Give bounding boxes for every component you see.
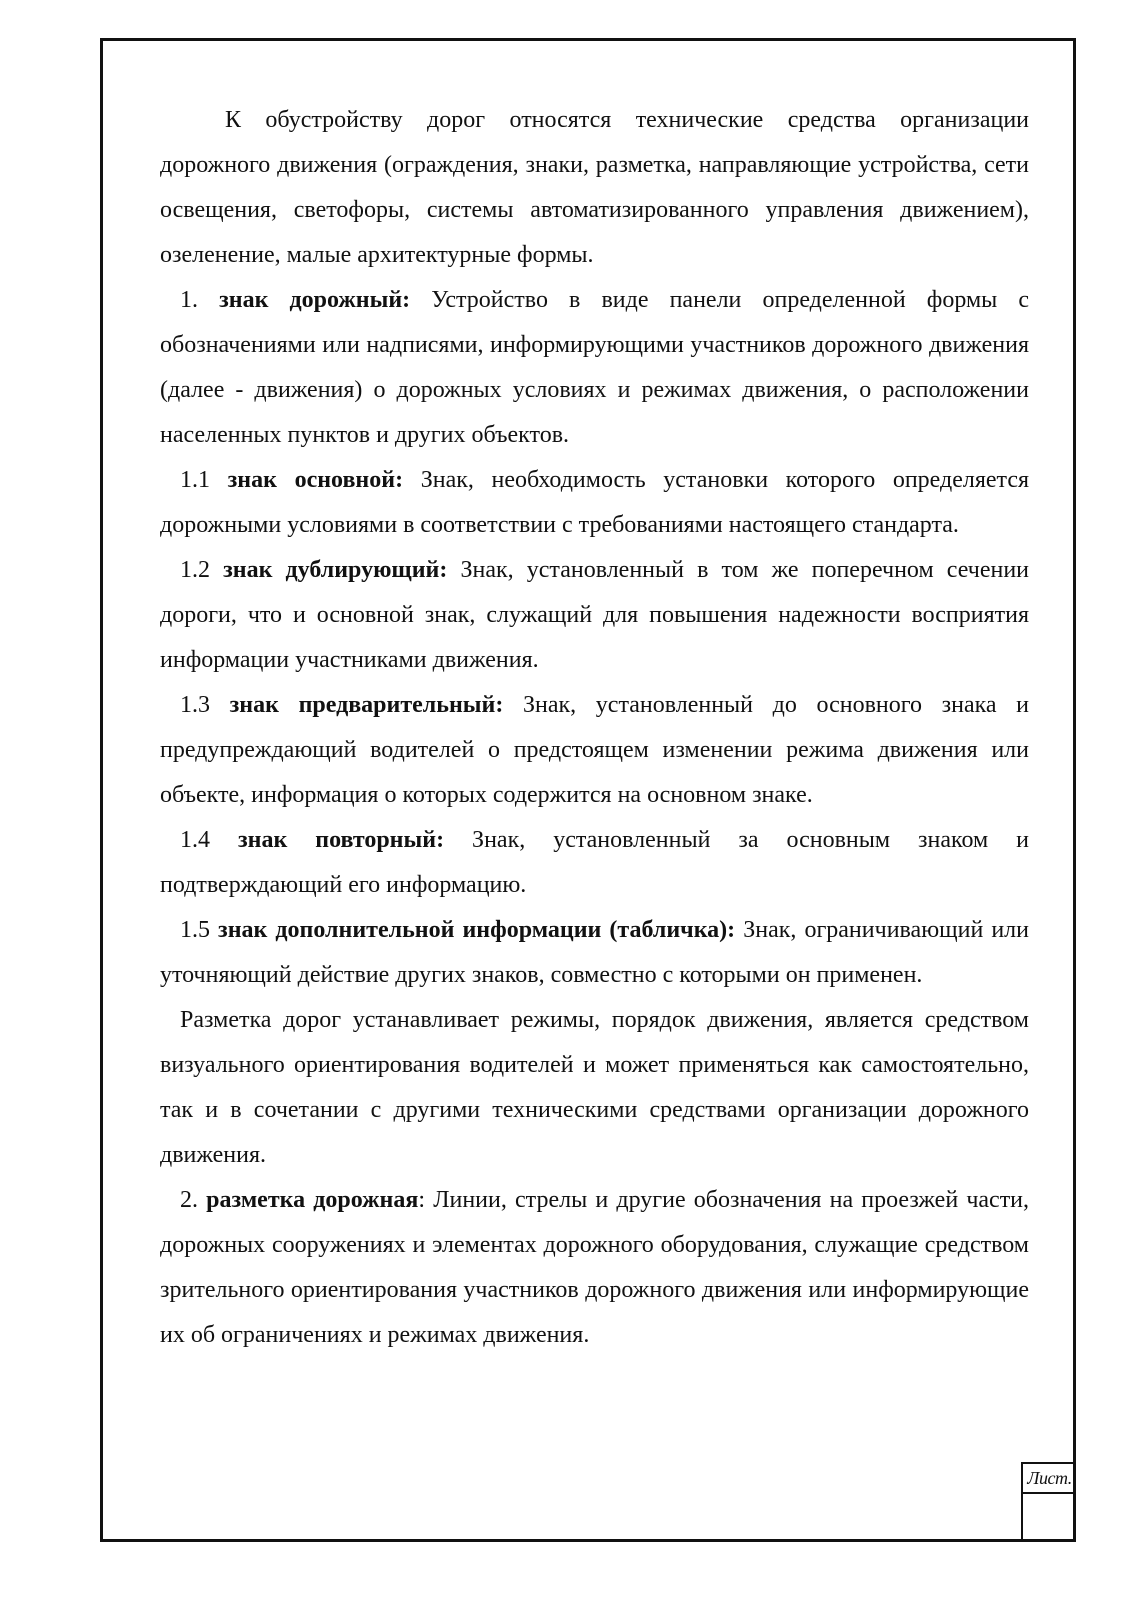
term-separator [410, 287, 431, 313]
definition-text: Знак, установленный за основным знаком и подтверждающий его информацию. [160, 827, 1030, 898]
paragraph-definition-duplicate-sign [160, 548, 1029, 683]
item-number: 1.1 [180, 467, 228, 493]
defined-term: знак повторный: [237, 827, 445, 853]
paragraph-definition-road-sign [160, 278, 1029, 458]
term-separator [735, 917, 743, 943]
paragraph-definition-advance-sign [160, 683, 1029, 818]
item-number: 1.5 [180, 917, 219, 943]
defined-term: знак дополнительной информации (табличка): [218, 917, 736, 943]
item-number: 1. [180, 287, 220, 313]
paragraph-definition-main-sign [160, 458, 1029, 548]
item-number: 2. [180, 1187, 207, 1213]
paragraph-text: Разметка дорог устанавливает режимы, порядок движения, является средством визуального ориентирования водителей и может применяться как самостоятельно, так и в сочетании с другими техническими средствами организации дорожного движения. [160, 1007, 1029, 1168]
paragraph-intro [160, 98, 1029, 278]
defined-term: знак дорожный: [219, 287, 411, 313]
definition-text: Знак, установленный в том же поперечном сечении дороги, что и основной знак, служащий для повышения надежности восприятия информации участниками движения. [160, 557, 1030, 673]
definition-text: Знак, установленный до основного знака и предупреждающий водителей о предстоящем изменении режима движения или объекте, информация о которых содержится на основном знаке. [160, 692, 1030, 808]
sheet-number [1023, 1494, 1076, 1542]
definition-text: Знак, ограничивающий или уточняющий действие других знаков, совместно с которыми он применен. [160, 917, 1030, 988]
term-separator: : [418, 1187, 434, 1213]
sheet-stamp [1021, 1462, 1076, 1542]
document-body [160, 98, 1029, 1358]
term-separator [447, 557, 460, 583]
item-number: 1.4 [180, 827, 238, 853]
term-separator [503, 692, 523, 718]
defined-term: знак основной: [227, 467, 404, 493]
definition-text: Линии, стрелы и другие обозначения на проезжей части, дорожных сооружениях и элементах дорожного оборудования, служащие средством зрительного ориентирования участников дорожного движения или информирующие их об ограничениях и режимах движения. [160, 1187, 1030, 1348]
defined-term: разметка дорожная [206, 1187, 419, 1213]
defined-term: знак дублирующий: [223, 557, 448, 583]
defined-term: знак предварительный: [229, 692, 504, 718]
item-number: 1.3 [180, 692, 230, 718]
paragraph-text: К обустройству дорог относятся технические средства организации дорожного движения (ограждения, знаки, разметка, направляющие устройства, сети освещения, светофоры, системы автоматизированного управления движением), озеленение, малые архитектурные формы. [160, 107, 1029, 268]
term-separator [403, 467, 421, 493]
paragraph-definition-road-marking [160, 1178, 1029, 1358]
term-separator [444, 827, 472, 853]
paragraph-marking-intro [160, 998, 1029, 1178]
paragraph-definition-repeat-sign [160, 818, 1029, 908]
paragraph-definition-info-plate [160, 908, 1029, 998]
definition-text: Устройство в виде панели определенной формы с обозначениями или надписями, информирующими участников дорожного движения (далее - движения) о дорожных условиях и режимах движения, о расположении населенных пунктов и других объектов. [160, 287, 1030, 448]
definition-text: Знак, необходимость установки которого определяется дорожными условиями в соответствии с требованиями настоящего стандарта. [160, 467, 1030, 538]
sheet-label: Лист. [1023, 1464, 1076, 1494]
item-number: 1.2 [180, 557, 224, 583]
